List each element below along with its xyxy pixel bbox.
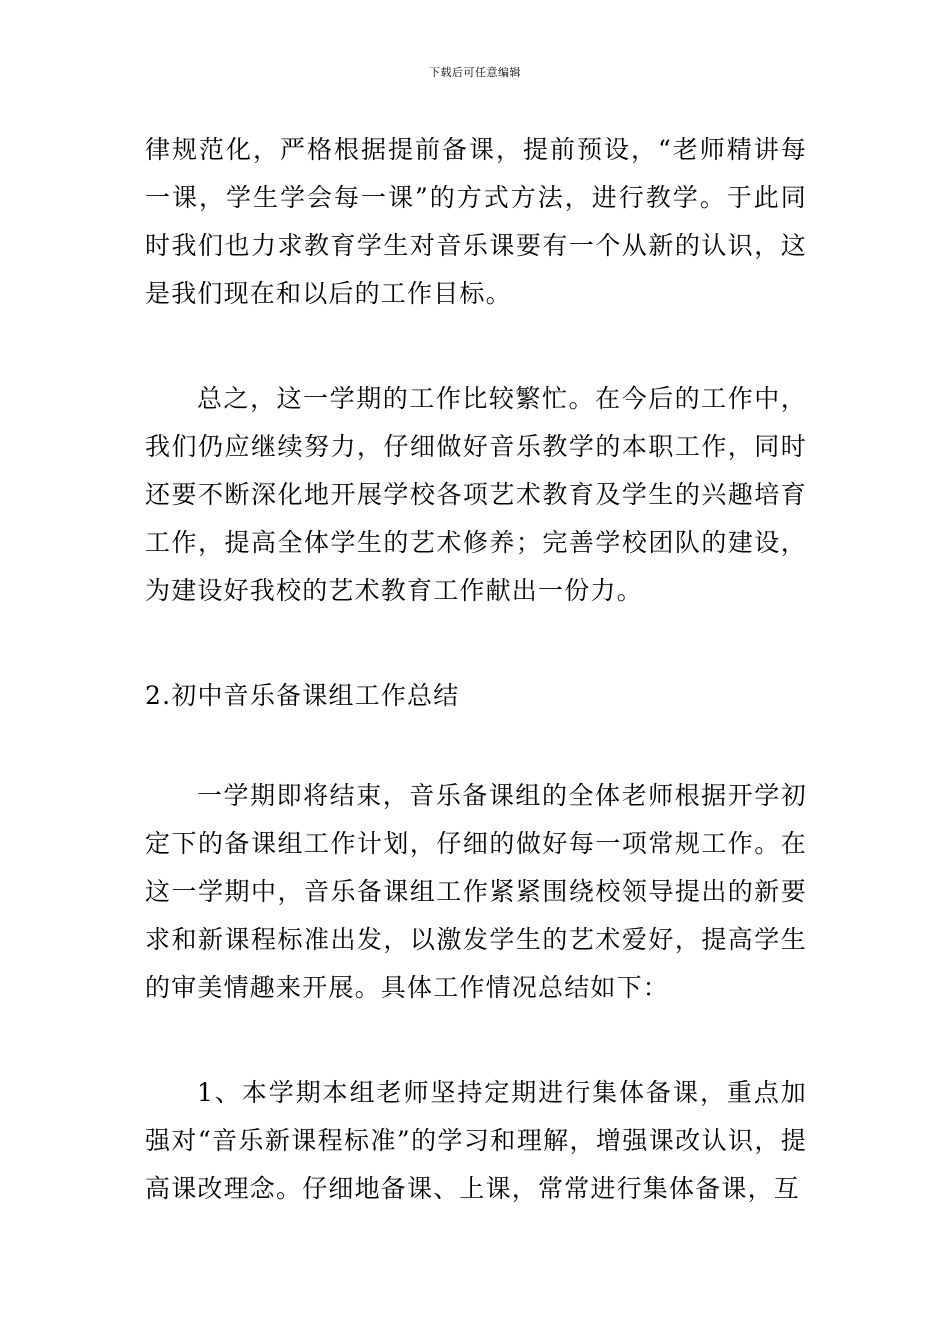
section-heading: [145, 672, 807, 720]
paragraph-summary: [145, 375, 807, 615]
paragraph-item-1: [145, 1069, 807, 1213]
paragraph-text: 一学期即将结束，音乐备课组的全体老师根据开学初定下的备课组工作计划，仔细的做好每一项常规工作。在这一学期中，音乐备课组工作紧紧围绕校领导提出的新要求和新课程标准出发，以激发学生的艺术爱好，提高学生的审美情趣来开展。具体工作情况总结如下：: [145, 781, 807, 1002]
paragraph-intro: [145, 772, 807, 1012]
section-heading-text: 2.初中音乐备课组工作总结: [145, 681, 460, 710]
paragraph-text: 1、本学期本组老师坚持定期进行集体备课，重点加强对“音乐新课程标准”的学习和理解，增强课改认识，提高课改理念。仔细地备课、上课，常常进行集体备课，互: [145, 1078, 807, 1203]
paragraph-text: 律规范化，严格根据提前备课，提前预设，“老师精讲每一课，学生学会每一课”的方式方法，进行教学。于此同时我们也力求教育学生对音乐课要有一个从新的认识，这是我们现在和以后的工作目标。: [145, 135, 807, 308]
paragraph-continuation: [145, 126, 807, 318]
paragraph-text: 总之，这一学期的工作比较繁忙。在今后的工作中，我们仍应继续努力，仔细做好音乐教学的本职工作，同时还要不断深化地开展学校各项艺术教育及学生的兴趣培育工作，提高全体学生的艺术修养；完善学校团队的建设，为建设好我校的艺术教育工作献出一份力。: [145, 384, 807, 605]
page-header-note: 下载后可任意编辑: [429, 66, 521, 79]
